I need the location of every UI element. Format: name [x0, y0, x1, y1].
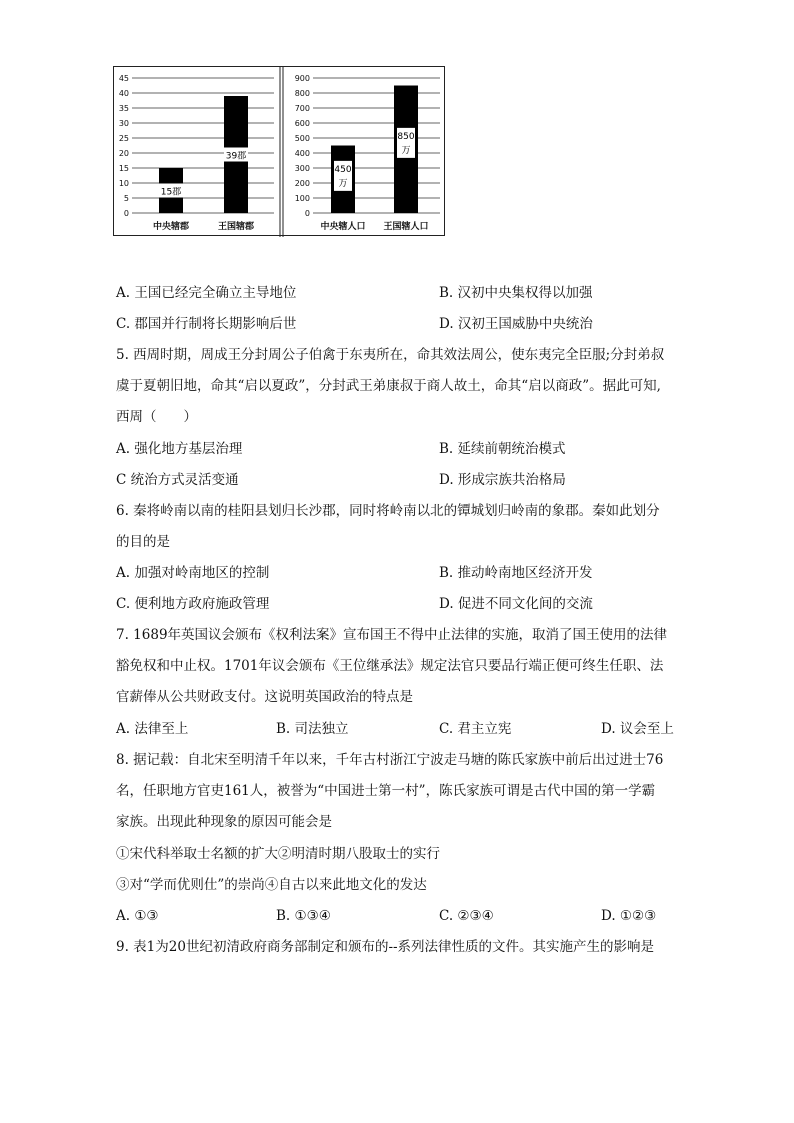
y-tick-label: 400 — [294, 149, 310, 158]
q9-stem-line-1: 9. 表1为20世纪初清政府商务部制定和颁布的--系列法律性质的文件。其实施产生的影响是 — [116, 939, 655, 955]
q8-statement-line-1: ①宋代科举取士名额的扩大②明清时期八股取士的实行 — [116, 846, 440, 862]
data-label: 万 — [401, 145, 411, 156]
data-label: 450 — [334, 164, 352, 175]
q8-option-b: B. ①③④ — [276, 908, 331, 924]
data-label: 15郡 — [160, 187, 182, 198]
y-tick-label: 500 — [294, 134, 310, 143]
q7-option-a: A. 法律至上 — [116, 721, 189, 737]
q6-option-c: C. 便利地方政府施政管理 — [116, 596, 270, 612]
q8-option-c: C. ②③④ — [439, 908, 494, 924]
q5-stem-line-2: 虞于夏朝旧地，命其“启以夏政”，分封武王弟康叔于商人故土，命其“启以商政”。据此可知, — [116, 378, 661, 394]
q4-option-b: B. 汉初中央集权得以加强 — [439, 285, 593, 301]
q7-option-b: B. 司法独立 — [276, 721, 349, 737]
y-tick-label: 20 — [118, 149, 129, 158]
q4-option-c: C. 郡国并行制将长期影响后世 — [116, 316, 297, 332]
y-tick-label: 900 — [294, 74, 310, 83]
q5-option-c: C 统治方式灵活变通 — [116, 472, 239, 488]
x-category-label: 中央辖人口 — [320, 222, 366, 232]
y-tick-label: 0 — [123, 209, 129, 218]
q5-option-a: A. 强化地方基层治理 — [116, 441, 243, 457]
y-tick-label: 25 — [118, 134, 129, 143]
y-tick-label: 5 — [123, 194, 129, 203]
q6-option-d: D. 促进不同文化间的交流 — [439, 596, 593, 612]
y-tick-label: 40 — [118, 89, 129, 98]
y-tick-label: 15 — [118, 164, 129, 173]
data-label: 850 — [397, 131, 415, 142]
q7-stem-line-3: 官薪俸从公共财政支付。这说明英国政治的特点是 — [116, 689, 413, 705]
x-category-label: 王国辖郡 — [217, 222, 255, 232]
q5-stem-line-1: 5. 西周时期，周成王分封周公子伯禽于东夷所在，命其效法周公，使东夷完全臣服;分封弟叔 — [116, 347, 665, 363]
q6-option-a: A. 加强对岭南地区的控制 — [116, 565, 270, 581]
q6-stem-line-1: 6. 秦将岭南以南的桂阳县划归长沙郡，同时将岭南以北的镡城划归岭南的象郡。秦如此划分 — [116, 503, 660, 519]
q4-option-d: D. 汉初王国威胁中央统治 — [439, 316, 593, 332]
y-tick-label: 100 — [294, 194, 310, 203]
q7-stem-line-2: 豁免权和中止权。1701年议会颁布《王位继承法》规定法官只要品行端正便可终生任职、法 — [116, 658, 664, 674]
bar-charts-figure — [113, 66, 445, 236]
x-category-label: 王国辖人口 — [383, 222, 429, 232]
charts-svg — [114, 67, 446, 237]
q8-stem-line-3: 家族。出现此种现象的原因可能会是 — [116, 814, 332, 830]
q4-option-a: A. 王国已经完全确立主导地位 — [116, 285, 297, 301]
q7-option-c: C. 君主立宪 — [439, 721, 512, 737]
y-tick-label: 45 — [118, 74, 129, 83]
q5-option-d: D. 形成宗族共治格局 — [439, 472, 566, 488]
y-tick-label: 200 — [294, 179, 310, 188]
y-tick-label: 800 — [294, 89, 310, 98]
y-tick-label: 0 — [304, 209, 310, 218]
y-tick-label: 300 — [294, 164, 310, 173]
q5-option-b: B. 延续前朝统治模式 — [439, 441, 566, 457]
y-tick-label: 700 — [294, 104, 310, 113]
q8-stem-line-1: 8. 据记载：自北宋至明清千年以来，千年古村浙江宁波走马塘的陈氏家族中前后出过进士76 — [116, 752, 664, 768]
q8-stem-line-2: 名，任职地方官吏161人，被誉为“中国进士第一村”，陈氏家族可谓是古代中国的第一学霸 — [116, 783, 656, 799]
x-category-label: 中央辖郡 — [152, 222, 190, 232]
data-label: 万 — [338, 178, 348, 189]
q8-option-d: D. ①②③ — [601, 908, 657, 924]
q6-option-b: B. 推动岭南地区经济开发 — [439, 565, 593, 581]
q8-option-a: A. ①③ — [116, 908, 159, 924]
data-label: 39郡 — [225, 151, 247, 162]
y-tick-label: 10 — [118, 179, 129, 188]
q7-stem-line-1: 7. 1689年英国议会颁布《权利法案》宣布国王不得中止法律的实施，取消了国王使用的法律 — [116, 627, 668, 643]
y-tick-label: 600 — [294, 119, 310, 128]
y-tick-label: 30 — [118, 119, 129, 128]
q6-stem-line-2: 的目的是 — [116, 534, 170, 550]
y-tick-label: 35 — [118, 104, 129, 113]
q7-option-d: D. 议会至上 — [601, 721, 674, 737]
q5-stem-line-3: 西周（ ） — [116, 409, 197, 425]
q8-statement-line-2: ③对“学而优则仕”的崇尚④自古以来此地文化的发达 — [116, 877, 427, 893]
